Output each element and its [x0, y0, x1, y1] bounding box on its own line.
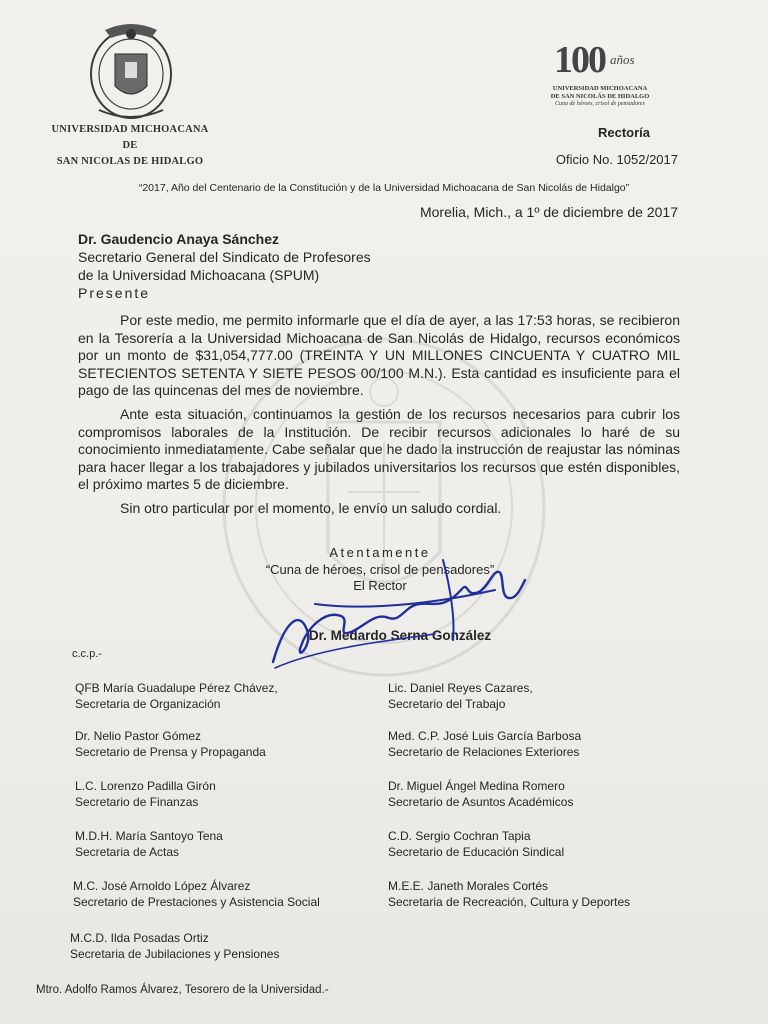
ccp-role: Secretaria de Actas [75, 845, 180, 859]
ccp-role: Secretario de Relaciones Exteriores [388, 745, 580, 759]
closing-motto: “Cuna de héroes, crisol de pensadores” [265, 562, 495, 577]
ccp-left-6 [70, 930, 279, 962]
signer-title: El Rector [353, 578, 407, 593]
centenary-logo [540, 38, 660, 108]
recipient-presente: Presente [78, 285, 151, 301]
ccp-role: Secretaria de Recreación, Cultura y Deportes [388, 895, 631, 909]
ccp-role: Secretario de Prestaciones y Asistencia Social [73, 895, 320, 909]
recipient-title-line2: de la Universidad Michoacana (SPUM) [78, 267, 320, 283]
ccp-right-5 [388, 878, 630, 910]
body-paragraph-3: Sin otro particular por el momento, le envío un saludo cordial. [120, 500, 502, 516]
ccp-treasurer: Mtro. Adolfo Ramos Álvarez, Tesorero de la Universidad.- [36, 984, 329, 996]
body-paragraph-2: Ante esta situación, continuamos la gestión de los recursos necesarios para cubrir los compromisos laborales de la Institución. De recibir recursos adicionales lo haré de su conocimiento inmediatamente. Cabe señalar que he dado la instrucción de reajustar las nóminas para hacer llegar a los trabajadores y jubilados universitarios los recursos que estén disponibles, el próximo martes 5 de diciembre. [78, 406, 680, 492]
ccp-name: M.C. José Arnoldo López Álvarez [73, 879, 251, 893]
ccp-name: Lic. Daniel Reyes Cazares, [388, 681, 533, 695]
ccp-name: M.C.D. Ilda Posadas Ortiz [70, 931, 209, 945]
ccp-left-2 [75, 728, 266, 760]
university-name-line3: SAN NICOLAS DE HIDALGO [56, 156, 204, 167]
ccp-left-3 [75, 778, 216, 810]
handwritten-signature [255, 550, 530, 675]
ccp-role: Secretario de Prensa y Propaganda [75, 745, 266, 759]
university-name-line2: DE [122, 140, 138, 151]
oficio-number: Oficio No. 1052/2017 [555, 152, 678, 167]
centenary-line3: Cuna de héroes, crisol de pensadores [555, 101, 645, 107]
recipient-block [78, 230, 371, 302]
ccp-role: Secretario de Finanzas [75, 795, 199, 809]
ccp-name: M.E.E. Janeth Morales Cortés [388, 879, 549, 893]
centenary-number: 100 [554, 39, 605, 81]
ccp-name: Dr. Miguel Ángel Medina Romero [388, 779, 565, 793]
ccp-left-5 [73, 878, 320, 910]
ccp-name: Dr. Nelio Pastor Gómez [75, 729, 202, 743]
body-paragraph-1: Por este medio, me permito informarle que el día de ayer, a las 17:53 horas, se recibieron en la Tesorería a la Universidad Michoacana de San Nicolás de Hidalgo, recursos económicos por un monto de $31,054,777.00 (TREINTA Y UN MILLONES CINCUENTA Y CUATRO MIL SETECIENTOS SETENTA Y SIETE PESOS 00/100 M.N.). Esta cantidad es insuficiente para el pago de las quincenas del mes de noviembre. [78, 312, 680, 398]
closing-atentamente: Atentamente [329, 545, 431, 560]
ccp-label: c.c.p.- [72, 648, 102, 660]
ccp-name: L.C. Lorenzo Padilla Girón [75, 779, 216, 793]
centenary-anos: años [610, 52, 635, 67]
university-name-line1: UNIVERSIDAD MICHOACANA [51, 124, 209, 135]
ccp-role: Secretaria de Organización [75, 697, 221, 711]
centenary-line1: UNIVERSIDAD MICHOACANA [552, 85, 648, 92]
ccp-role: Secretario de Asuntos Académicos [388, 795, 574, 809]
ccp-name: C.D. Sergio Cochran Tapia [388, 829, 531, 843]
ccp-right-1 [388, 680, 533, 712]
office-name: Rectoría [597, 125, 650, 140]
ccp-right-2 [388, 728, 581, 760]
ccp-role: Secretario de Educación Sindical [388, 845, 565, 859]
ccp-left-1 [75, 680, 278, 712]
ccp-name: Med. C.P. José Luis García Barbosa [388, 729, 582, 743]
university-name-block [30, 122, 230, 170]
ccp-role: Secretaria de Jubilaciones y Pensiones [70, 947, 280, 961]
university-seal-logo [85, 20, 177, 122]
recipient-title-line1: Secretario General del Sindicato de Profesores [78, 249, 371, 265]
letter-date: Morelia, Mich., a 1º de diciembre de 2017 [419, 204, 678, 220]
ccp-left-4 [75, 828, 223, 860]
centenary-line2: DE SAN NICOLÁS DE HIDALGO [550, 93, 650, 100]
signer-name: Dr. Medardo Serna González [308, 628, 492, 643]
recipient-name: Dr. Gaudencio Anaya Sánchez [78, 231, 279, 247]
ccp-name: QFB María Guadalupe Pérez Chávez, [75, 681, 278, 695]
ccp-right-3 [388, 778, 573, 810]
year-motto: “2017, Año del Centenario de la Constitución y de la Universidad Michoacana de San Nicolás de Hidalgo” [138, 182, 630, 194]
ccp-name: M.D.H. María Santoyo Tena [75, 829, 223, 843]
ccp-role: Secretario del Trabajo [388, 697, 506, 711]
ccp-right-4 [388, 828, 564, 860]
